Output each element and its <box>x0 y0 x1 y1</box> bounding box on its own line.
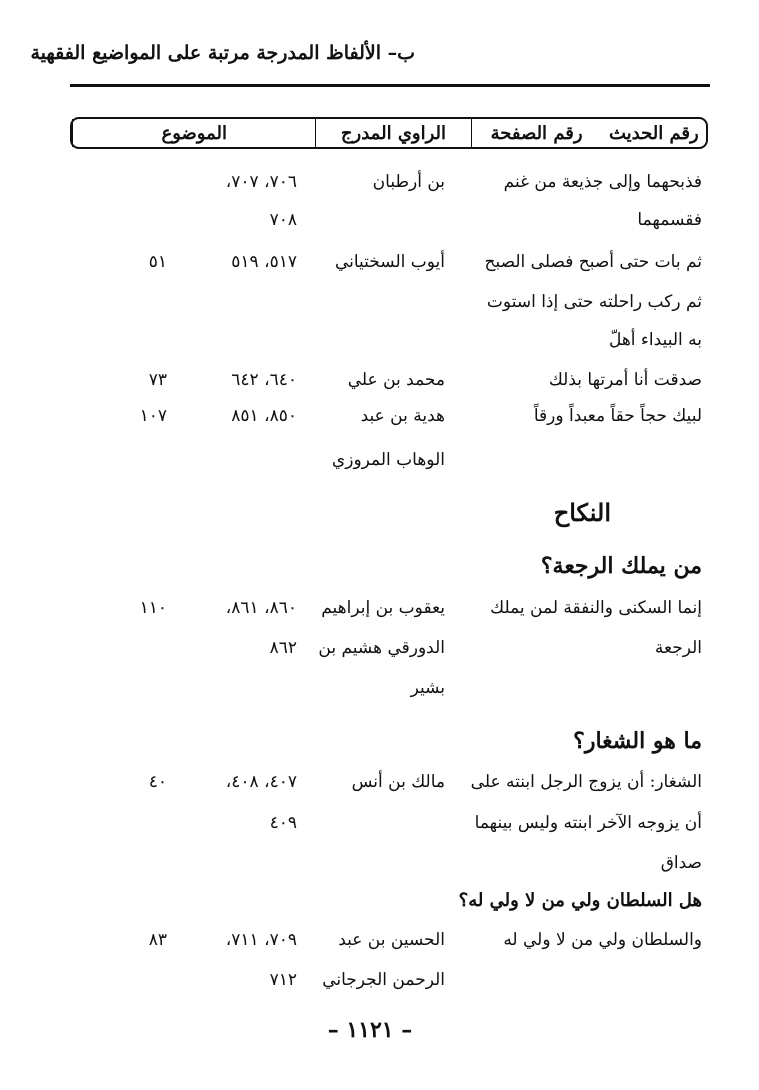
row-3-hadith: ٥١ <box>148 252 167 272</box>
row4-1-page: ٧٠٩، ٧١١، <box>225 930 297 950</box>
row4-2-page: ٧١٢ <box>269 970 297 990</box>
row-2-page: ٧٠٨ <box>269 210 297 230</box>
row-1-narrator: بن أرطبان <box>372 172 445 192</box>
row-3-topic: ثم بات حتى أصبح فصلى الصبح <box>484 252 702 272</box>
row-5-topic: به البيداء أهلّ <box>608 330 702 350</box>
row2-2-narrator: الدورقي هشيم بن <box>318 638 445 658</box>
row3-2-topic: أن يزوجه الآخر ابنته وليس بينهما <box>474 813 702 833</box>
row2-1-topic: إنما السكنى والنفقة لمن يملك <box>490 598 702 618</box>
row2-1-hadith: ١١٠ <box>139 598 167 618</box>
row-7-topic: لبيك حجاً حقاً معبداً ورقاً <box>533 406 702 426</box>
row-6-hadith: ٧٣ <box>148 370 167 390</box>
row2-2-topic: الرجعة <box>654 638 702 658</box>
row2-3-narrator: بشير <box>410 678 445 698</box>
row3-2-page: ٤٠٩ <box>269 813 297 833</box>
header-rule <box>70 84 710 87</box>
row4-1-topic: والسلطان ولي من لا ولي له <box>503 930 702 950</box>
row3-1-topic: الشغار: أن يزوج الرجل ابنته على <box>470 772 702 792</box>
row-8-narrator: الوهاب المروزي <box>331 450 445 470</box>
col-narrator: الراوي المدرج <box>315 119 470 147</box>
subsection-2: ما هو الشغار؟ <box>573 728 702 754</box>
row-1-topic: فذبحهما وإلى جذيعة من غنم <box>503 172 702 192</box>
row3-1-hadith: ٤٠ <box>148 772 167 792</box>
row-6-topic: صدقت أنا أمرتها بذلك <box>548 370 702 390</box>
row-7-narrator: هدية بن عبد <box>360 406 445 426</box>
col-hadith: رقم الحديث <box>608 122 699 144</box>
row-7-hadith: ١٠٧ <box>139 406 167 426</box>
row2-1-page: ٨٦٠، ٨٦١، <box>225 598 297 618</box>
row-2-topic: فقسمهما <box>637 210 702 230</box>
row3-3-topic: صداق <box>660 853 702 873</box>
row2-1-narrator: يعقوب بن إبراهيم <box>321 598 445 618</box>
row4-1-hadith: ٨٣ <box>148 930 167 950</box>
row3-1-page: ٤٠٧، ٤٠٨، <box>225 772 297 792</box>
page-number: – ١١٢١ – <box>327 1017 413 1043</box>
row-4-topic: ثم ركب راحلته حتى إذا استوت <box>486 292 702 312</box>
row4-2-narrator: الرحمن الجرجاني <box>322 970 445 990</box>
row3-1-narrator: مالك بن أنس <box>351 772 445 792</box>
row4-1-narrator: الحسين بن عبد <box>338 930 445 950</box>
row-6-page: ٦٤٠، ٦٤٢ <box>231 370 297 390</box>
row-3-page: ٥١٧، ٥١٩ <box>231 252 297 272</box>
running-header: ب– الألفاظ المدرجة مرتبة على المواضيع الفقهية <box>30 42 415 64</box>
row2-2-page: ٨٦٢ <box>269 638 297 658</box>
row-1-page: ٧٠٦، ٧٠٧، <box>225 172 297 192</box>
col-topic: الموضوع <box>72 119 315 147</box>
subsection-3: هل السلطان ولي من لا ولي له؟ <box>458 890 702 911</box>
col-page: رقم الصفحة <box>471 119 602 147</box>
subsection-1: من يملك الرجعة؟ <box>540 553 702 579</box>
row-6-narrator: محمد بن علي <box>347 370 445 390</box>
row-7-page: ٨٥٠، ٨٥١ <box>231 406 297 426</box>
table-header <box>70 117 708 149</box>
row-3-narrator: أيوب السختياني <box>334 252 445 272</box>
section-title: النكاح <box>553 498 611 527</box>
